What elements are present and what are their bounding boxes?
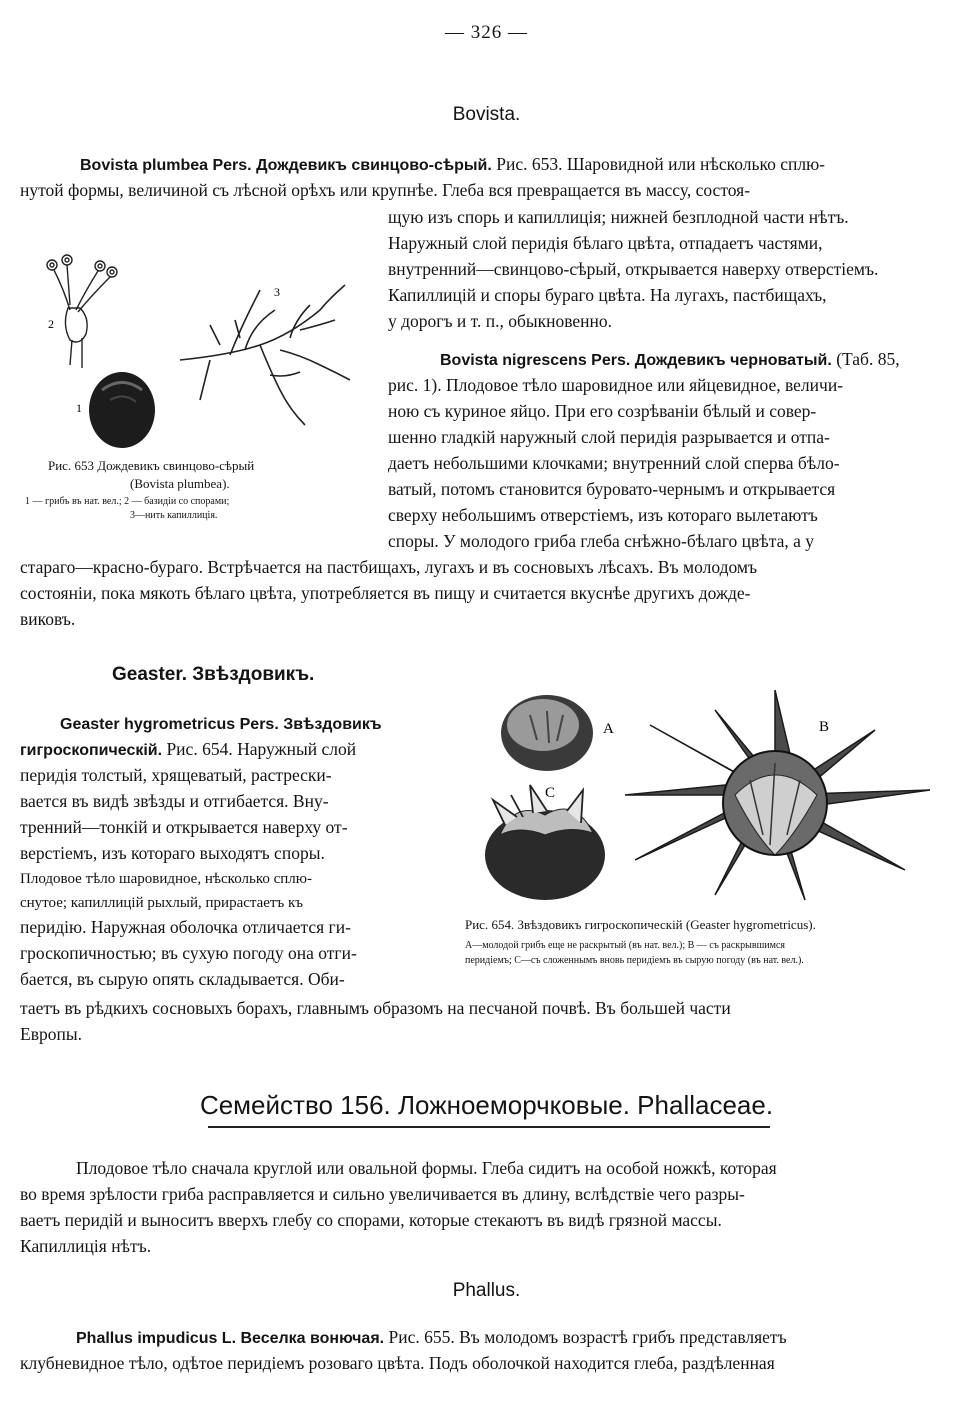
figure-653-caption-3: 1 — грибъ въ нат. вел.; 2 — базидiи со спорами; — [25, 496, 230, 507]
nigrescens-line-6: ватый, потомъ становится буровато-чернымъ и открывается — [388, 479, 836, 499]
geaster-line-2 — [20, 737, 445, 763]
nigrescens-line-9: стараго—красно-бураго. Встрѣчается на пастбищахъ, лугахъ и въ сосновыхъ лѣсахъ. Въ молодомъ — [20, 557, 758, 577]
plumbea-line-3: щую изъ спорь и капиллицiя; нижней безплодной части нѣтъ. — [388, 207, 849, 227]
plumbea-species-name: Bovista plumbea Pers. Дождевикъ свинцово-сѣрый. — [80, 157, 492, 174]
plumbea-line-7: у дорогъ и т. п., обыкновенно. — [388, 311, 613, 331]
nigrescens-line-1 — [440, 347, 955, 373]
nigrescens-line-3: ною съ куриное яйцо. При его созрѣванiи бѣлый и совер- — [388, 401, 817, 421]
phallus-line-2: клубневидное тѣло, одѣтое перидiемъ розоваго цвѣта. Подъ оболочкой находится глеба, раздѣленная — [20, 1353, 775, 1373]
nigrescens-line-4: шенно гладкiй наружный слой перидiя разрывается и отпа- — [388, 427, 830, 447]
nigrescens-line-8: споры. У молодого гриба глеба снѣжно-бѣлаго цвѣта, а у — [388, 531, 815, 551]
fruit-body-drawing — [89, 372, 155, 448]
figure-653-illustration — [30, 250, 370, 465]
geaster-line-10: гроскопичностью; въ сухую погоду она отги- — [20, 943, 357, 963]
nigrescens-line-2: рис. 1). Плодовое тѣло шаровидное или яйцевидное, величи- — [388, 375, 844, 395]
plumbea-line-6: Капиллицiй и споры бураго цвѣта. На лугахъ, пастбищахъ, — [388, 285, 827, 305]
family-line-2: во время зрѣлости гриба расправляется и сильно увеличивается въ длину, вслѣдствiе чего разры- — [20, 1184, 745, 1204]
geaster-line-1: Geaster hygrometricus Pers. Звѣздовикъ — [60, 716, 382, 733]
phallus-species-name: Phallus impudicus L. Веселка вонючая. — [76, 1330, 385, 1347]
family-line-4: Капиллицiя нѣтъ. — [20, 1236, 152, 1256]
geaster-young-drawing — [501, 695, 593, 771]
nigrescens-line-7: сверху небольшимъ отверстiемъ, изъ котораго вылетаютъ — [388, 505, 818, 525]
phallus-line-1 — [76, 1325, 956, 1351]
family-heading: Семейство 156. Ложноеморчковые. Phallаceae. — [199, 1090, 774, 1120]
figure-654-illustration — [475, 685, 955, 910]
figure-654-label-c: C — [545, 785, 556, 801]
page-number: — 326 — — [445, 22, 528, 43]
basidia-drawing — [47, 255, 117, 368]
geaster-line-4: вается въ видѣ звѣзды и отгибается. Вну- — [20, 791, 329, 811]
geaster-folded-drawing — [485, 785, 605, 900]
figure-653-label-1: 1 — [76, 401, 82, 415]
figure-653-label-2: 2 — [48, 317, 54, 331]
geaster-line-9: перидiю. Наружная оболочка отличается ги- — [20, 917, 351, 937]
plumbea-line-1-rest: Рис. 653. Шаровидной или нѣсколько сплю- — [491, 154, 825, 174]
figure-653-label-3: 3 — [274, 285, 280, 299]
figure-654-caption-3: перидiемъ; С—съ сложеннымъ вновь перидiемъ въ сырую погоду (въ нат. вел.). — [465, 955, 804, 966]
geaster-line-12: таетъ въ рѣдкихъ сосновыхъ борахъ, главнымъ образомъ на песчаной почвѣ. Въ большей части — [20, 998, 731, 1018]
geaster-opened-center — [723, 751, 827, 855]
nigrescens-line-5: даетъ небольшими клочками; внутренний слой сперва бѣло- — [388, 453, 840, 473]
geaster-line-3: перидiя толстый, хрящеватый, растрески- — [20, 765, 332, 785]
capillitium-drawing — [180, 285, 350, 425]
figure-653-caption-4: 3—нить капиллицiя. — [130, 510, 218, 521]
geaster-heading: Geaster. Звѣздовикъ. — [112, 664, 315, 685]
figure-654-label-a: A — [603, 721, 614, 737]
figure-654-label-b: B — [819, 719, 830, 735]
nigrescens-species-name: Bovista nigrescens Pers. Дождевикъ черноватый. — [440, 352, 832, 369]
figure-653-caption-1: Рис. 653 Дождевикъ свинцово-сѣрый — [48, 458, 255, 473]
geaster-line-13: Европы. — [20, 1024, 82, 1044]
geaster-species-name-cont: гигроскопическiй. — [20, 742, 163, 759]
family-line-1: Плодовое тѣло сначала круглой или овальной формы. Глеба сидитъ на особой ножкѣ, которая — [76, 1158, 777, 1178]
geaster-line-5: тренний—тонкiй и открывается наверху от- — [20, 817, 348, 837]
phallus-line-1-rest: Рис. 655. Въ молодомъ возрастѣ грибъ представляетъ — [384, 1327, 787, 1347]
figure-654-caption-1: Рис. 654. Звѣздовикъ гигроскопическiй (Geaster hygrometricus). — [465, 917, 816, 932]
plumbea-line-2: нутой формы, величиной съ лѣсной орѣхъ или крупнѣе. Глеба вся превращается въ массу, состоя- — [20, 180, 751, 200]
nigrescens-line-10: состоянiи, пока мякоть бѣлаго цвѣта, употребляется въ пищу и считается вкуснѣе другихъ дожде- — [20, 583, 751, 603]
plumbea-line-1 — [80, 152, 955, 178]
geaster-line-6: верстiемъ, изъ котораго выходятъ споры. — [20, 843, 325, 863]
nigrescens-line-1-rest: (Таб. 85, — [831, 349, 900, 369]
bovista-heading: Bovista. — [452, 104, 521, 125]
phallus-heading: Phallus. — [452, 1280, 521, 1301]
geaster-line-7: Плодовое тѣло шаровидное, нѣсколько сплю- — [20, 871, 312, 887]
figure-653-caption-2: (Bovista plumbea). — [130, 476, 230, 491]
plumbea-line-4: Наружный слой перидiя бѣлаго цвѣта, отпадаетъ частями, — [388, 233, 823, 253]
geaster-line-8: снутое; капиллицiй рыхлый, прирастаетъ къ — [20, 895, 304, 911]
figure-654-caption-2: А—молодой грибъ еще не раскрытый (въ нат. вел.); В — съ раскрывшимся — [465, 940, 785, 951]
geaster-line-2-rest: Рис. 654. Наружный слой — [162, 739, 357, 759]
family-line-3: ваетъ перидiй и выноситъ вверхъ глебу со спорами, которые стекаютъ въ видѣ грязной массы. — [20, 1210, 722, 1230]
geaster-line-11: бается, въ сырую опять складывается. Оби- — [20, 969, 345, 989]
plumbea-line-5: внутренний—свинцово-сѣрый, открывается наверху отверстiемъ. — [388, 259, 879, 279]
nigrescens-line-11: виковъ. — [20, 609, 76, 629]
family-heading-underline — [208, 1126, 770, 1128]
